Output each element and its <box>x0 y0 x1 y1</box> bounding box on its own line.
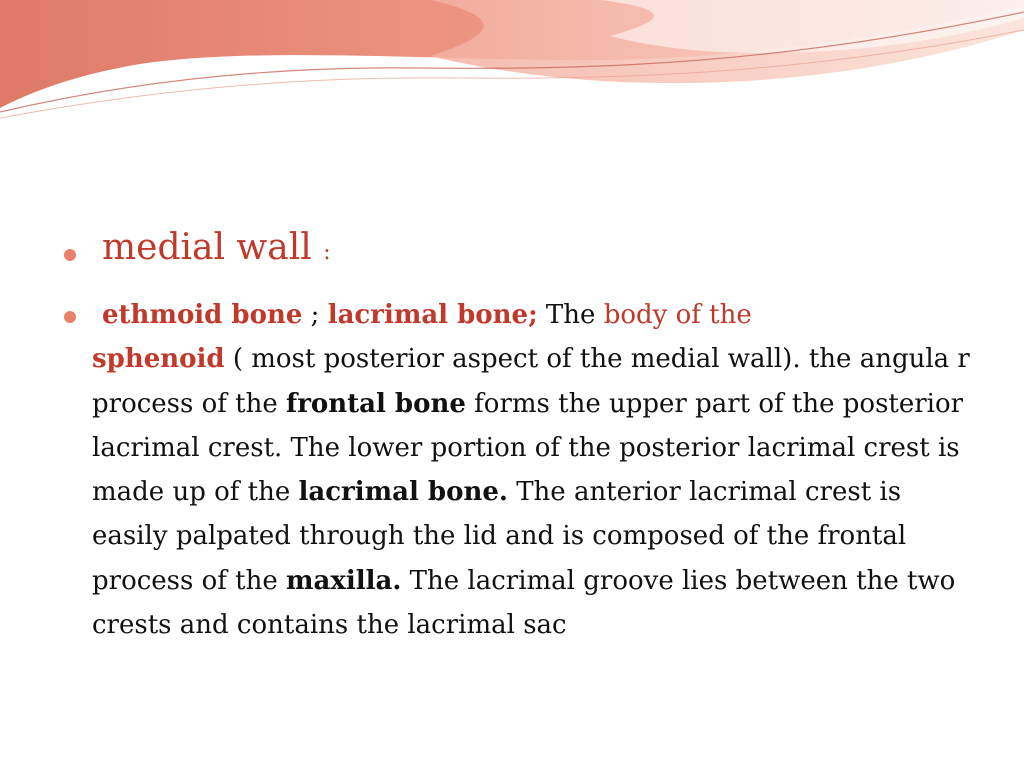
bullet-medial-wall-description <box>62 293 972 647</box>
body-text: ( most posterior aspect of the medial wall). the angula r process of the <box>92 344 970 419</box>
body-text: The <box>537 300 604 330</box>
term-maxilla: maxilla. <box>286 565 402 596</box>
term-ethmoid-bone: ethmoid bone <box>102 300 303 330</box>
term-frontal-bone: frontal bone <box>286 388 466 419</box>
body-text: forms the upper part of the posterior lacrimal crest. The lower portion of the posterior lacrimal crest is made up of the <box>92 388 964 508</box>
term-body-of-the: body of the <box>603 300 752 330</box>
slide-heading: medial wall <box>102 227 312 268</box>
header-wave-decoration <box>0 0 1024 130</box>
body-text: The lacrimal groove lies between the two crests and contains the lacrimal sac <box>92 565 956 641</box>
slide-content <box>62 222 972 647</box>
term-lacrimal-bone-2: lacrimal bone. <box>298 477 508 508</box>
bullet-dot-icon <box>64 311 76 323</box>
bullet-medial-wall <box>62 222 972 279</box>
bullet-dot-icon <box>64 249 76 261</box>
term-lacrimal-bone: lacrimal bone; <box>327 300 538 330</box>
body-text: The anterior lacrimal crest is easily palpated through the lid and is composed of the frontal process of the <box>92 477 907 596</box>
term-sphenoid: sphenoid <box>92 344 225 375</box>
heading-colon: : <box>323 240 331 265</box>
body-text: ; <box>302 300 328 330</box>
